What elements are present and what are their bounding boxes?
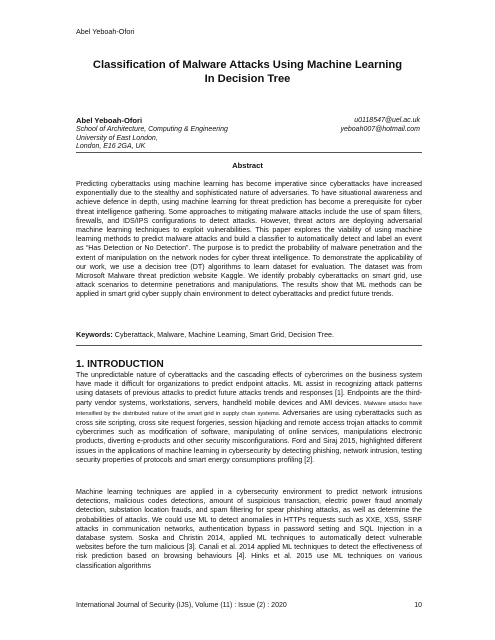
divider-top [76,152,422,153]
page-number: 10 [414,602,422,609]
keywords-label: Keywords: [76,330,113,339]
email-primary: u0118547@uel.ac.uk [354,117,420,124]
author-emails [341,117,421,135]
paper-title [60,58,435,86]
intro-paragraph-1 [76,371,422,465]
title-line-1: Classification of Malware Attacks Using Machine Learning [92,59,403,71]
intro-p1-part-a: The unpredictable nature of cyberattacks and the cascading effects of cybercrimes on the business system have made it difficult for organizations to predict endpoint attacks. ML assist in recognizing attack patterns using datasets of previous attacks to predict future attacks trends and responses [1]. Endpoints are the third-party vendor systems, workstations, servers, handheld mobile devices and AMI devices. [76,371,422,407]
section-heading-introduction: 1. INTRODUCTION [76,359,164,370]
intro-p1-part-b: Adversaries are using cyberattacks such as cross site scripting, cross site request forgeries, session hijacking and remote access trojan attacks to commit cybercrimes such as modification of software, manipulating of online services, manipulations electronic products, diverting e-products and other security misconfigurations. Ford and Siraj 2015, highlighted different issues in the applications of machine learning in cybersecurity by detecting phishing, network intrusion, testing security properties of protocols and smart energy consumptions profiling [2]. [76,408,422,464]
affiliation-line: School of Architecture, Computing & Engineering [76,125,228,133]
email-secondary: yeboah007@hotmail.com [340,125,420,133]
running-head: Abel Yeboah-Ofori [76,27,135,36]
affiliation-line: London, E16 2GA, UK [76,143,146,151]
affiliation-line: University of East London, [76,134,158,142]
keywords-line [76,330,422,339]
intro-paragraph-2: Machine learning techniques are applied in a cybersecurity environment to predict network intrusions detections, malicious codes detections, amount of suspicious transaction, electric power fraud anomaly detection, substation location frauds, and spam filtering for spear phishing attacks, as well as determine the probabilities of attacks. We could use ML to detect anomalies in HTTPs requests such as XXE, XSS, SSRF attacks in communication networks, authentication bypass in password setting and SQL Injection in a database system. Soska and Christin 2014, applied ML techniques to automatically detect vulnerable websites before the turn malicious [3]. Canali et al. 2014 applied ML techniques to detect the effectiveness of risk prediction based on browsing behaviours [4]. Hinks et al. 2015 use ML techniques on various classification algorithms [76,488,422,570]
page-footer [76,602,422,609]
intro-p1-small-text: Malware attacks have intensified by the distributed nature of the smart grid in supply chain systems. [76,400,422,417]
journal-citation: International Journal of Security (IJS), Volume (11) : Issue (2) : 2020 [76,602,287,609]
divider-bottom [76,345,422,346]
abstract-heading: Abstract [232,161,263,170]
author-block [76,117,228,152]
abstract-text: Predicting cyberattacks using machine learning has become imperative since cyberattacks have increased exponentially due to the stealthy and sophisticated nature of adversaries. To have situational awareness and achieve defence in depth, using machine learning for threat prediction has become a prerequisite for cyber threat intelligence gathering. Some approaches to mitigating malware attacks include the use of spam filters, firewalls, and IDS/IPS configurations to detect attacks. However, threat actors are deploying adversarial machine learning techniques to exploit vulnerabilities. This paper explores the viability of using machine learning methods to predict malware attacks and build a classifier to automatically detect and label an event as “Has Detection or No Detection”. The purpose is to predict the probability of malware penetration and the extent of manipulation on the network nodes for cyber threat intelligence. To demonstrate the applicability of our work, we use a decision tree (DT) algorithms to learn dataset for evaluation. The dataset was from Microsoft Malware threat prediction website Kaggle. We identify probably cyberattacks on smart grid, use attack scenarios to determine penetrations and manipulations. The results show that ML methods can be applied in smart grid cyber supply chain environment to detect cyberattacks and predict future trends. [76,180,422,299]
title-line-2: In Decision Tree [204,73,291,85]
author-name: Abel Yeboah-Ofori [76,116,143,125]
keywords-list: Cyberattack, Malware, Machine Learning, Smart Grid, Decision Tree. [114,330,335,339]
